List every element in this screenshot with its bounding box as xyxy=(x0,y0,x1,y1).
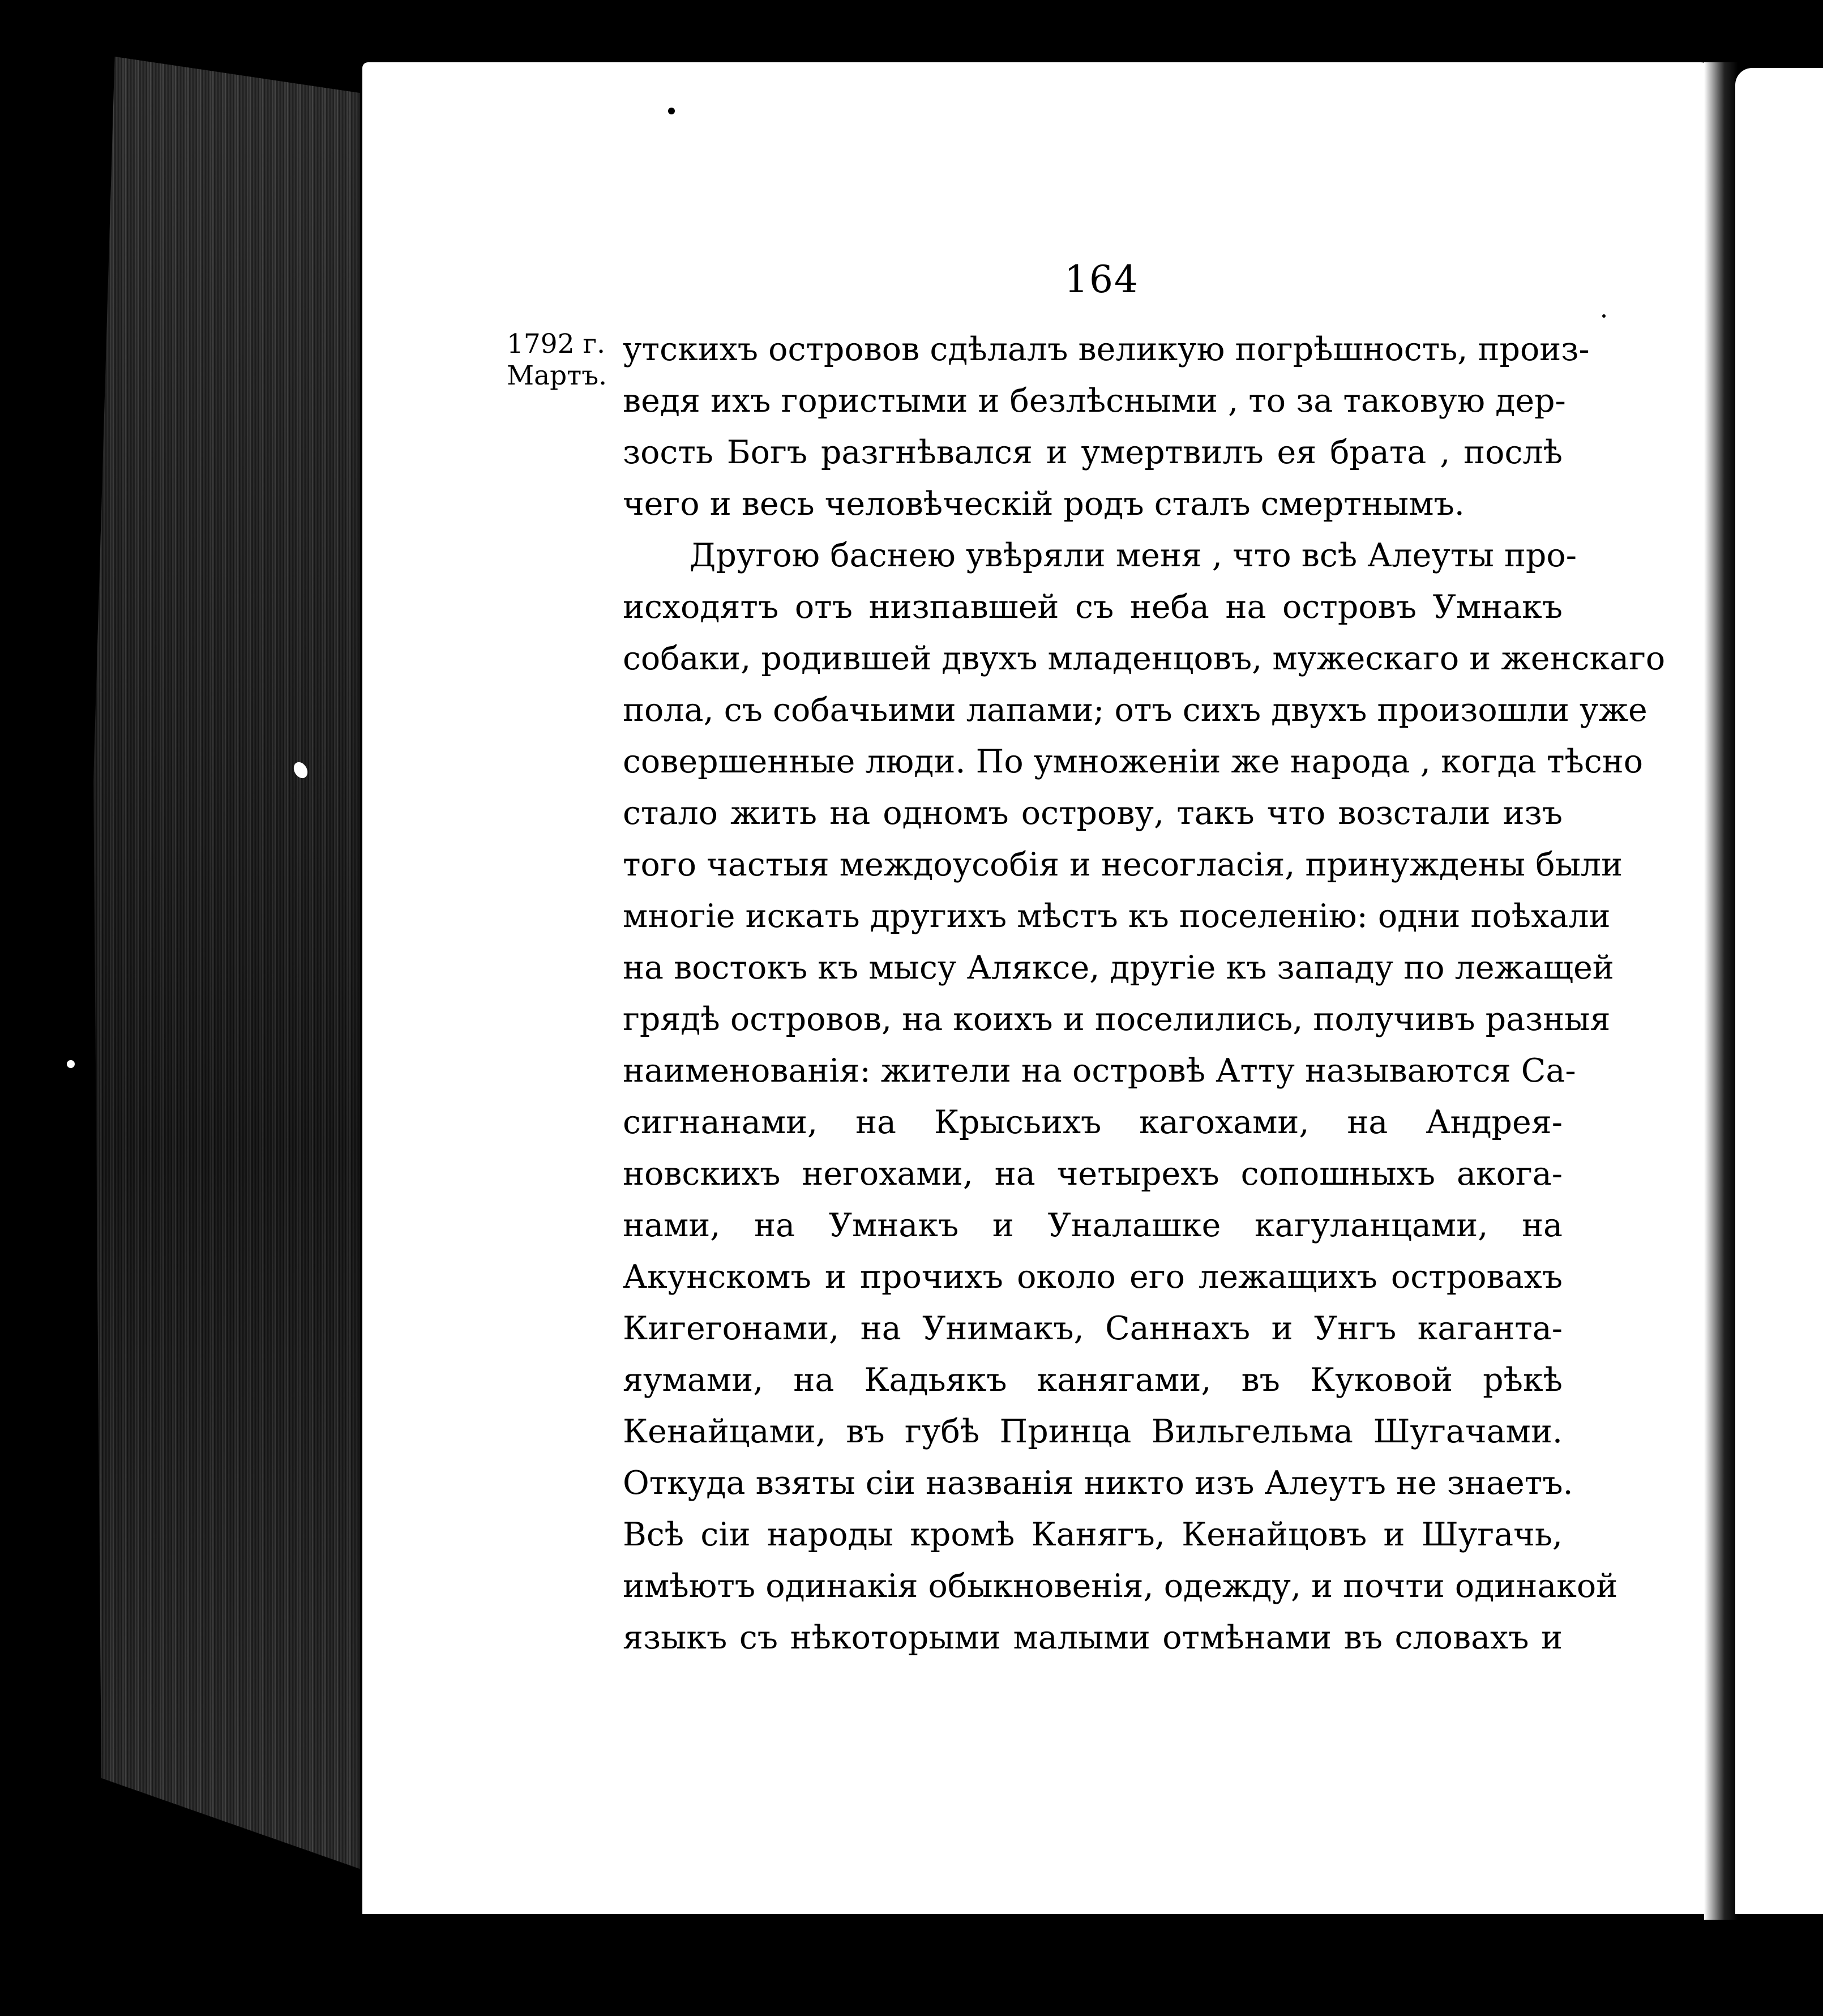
text-line: Другою баснею увѣряли меня , что всѣ Алеуты про- xyxy=(690,537,1577,574)
text-line: нами, на Умнакъ и Уналашке кагуланцами, на xyxy=(623,1207,1563,1244)
text-line: стало жить на одномъ острову, такъ что возстали изъ xyxy=(623,795,1563,832)
text-line: сигнанами, на Крысьихъ кагохами, на Андрея- xyxy=(623,1104,1563,1141)
text-line: пола, съ собачьими лапами; отъ сихъ двухъ произошли уже xyxy=(623,691,1647,729)
text-line: Кенайцами, въ губѣ Принца Вильгельма Шугачами. xyxy=(623,1413,1563,1450)
margin-note-month: Мартъ. xyxy=(507,360,607,391)
text-line: на востокъ къ мысу Аляксе, другіе къ западу по лежащей xyxy=(623,949,1614,986)
body-text xyxy=(623,324,1666,1664)
text-line: зость Богъ разгнѣвался и умертвилъ ея брата , послѣ xyxy=(623,434,1563,471)
text-line: исходятъ отъ низпавшей съ неба на островъ Умнакъ xyxy=(623,588,1563,626)
white-speck xyxy=(67,1060,75,1068)
text-line: утскихъ островов сдѣлалъ великую погрѣшность, произ- xyxy=(623,331,1590,368)
text-line: совершенные люди. По умноженіи же народа , когда тѣсно xyxy=(623,743,1644,780)
page-number: 164 xyxy=(1064,258,1139,301)
text-line: Откуда взяты сіи названія никто изъ Алеутъ не знаетъ. xyxy=(623,1464,1573,1502)
text-line: грядѣ островов, на коихъ и поселились, получивъ разныя xyxy=(623,1001,1611,1038)
text-line: Акунскомъ и прочихъ около его лежащихъ островахъ xyxy=(623,1258,1563,1296)
text-line: Кигегонами, на Унимакъ, Саннахъ и Унгъ каганта- xyxy=(623,1310,1563,1347)
margin-note xyxy=(507,328,611,392)
next-page-edge xyxy=(1735,68,1823,1914)
text-line: имѣютъ одинакія обыкновенія, одежду, и почти одинакой xyxy=(623,1567,1618,1605)
text-line: новскихъ негохами, на четырехъ сопошныхъ акога- xyxy=(623,1155,1563,1193)
text-line: Всѣ сіи народы кромѣ Канягъ, Кенайцовъ и Шугачь, xyxy=(623,1516,1563,1553)
gutter-shadow xyxy=(1704,62,1738,1920)
text-line: чего и весь человѣческій родъ сталъ смертнымъ. xyxy=(623,485,1465,523)
text-line: ведя ихъ гористыми и безлѣсными , то за таковую дер- xyxy=(623,382,1566,420)
text-line: того частыя междоусобія и несогласія, принуждены были xyxy=(623,846,1623,883)
text-line: собаки, родившей двухъ младенцовъ, мужескаго и женскаго xyxy=(623,640,1666,677)
ink-speck xyxy=(668,108,675,114)
book-fore-edge xyxy=(93,57,360,1869)
text-line: яумами, на Кадьякъ канягами, въ Куковой рѣкѣ xyxy=(623,1361,1563,1399)
margin-note-year: 1792 г. xyxy=(507,328,606,360)
text-line: наименованія: жители на островѣ Атту называются Са- xyxy=(623,1052,1576,1090)
ink-speck xyxy=(1602,314,1606,318)
text-line: многіе искать другихъ мѣстъ къ поселенію: одни поѣхали xyxy=(623,898,1611,935)
text-line: языкъ съ нѣкоторыми малыми отмѣнами въ словахъ и xyxy=(623,1619,1563,1656)
